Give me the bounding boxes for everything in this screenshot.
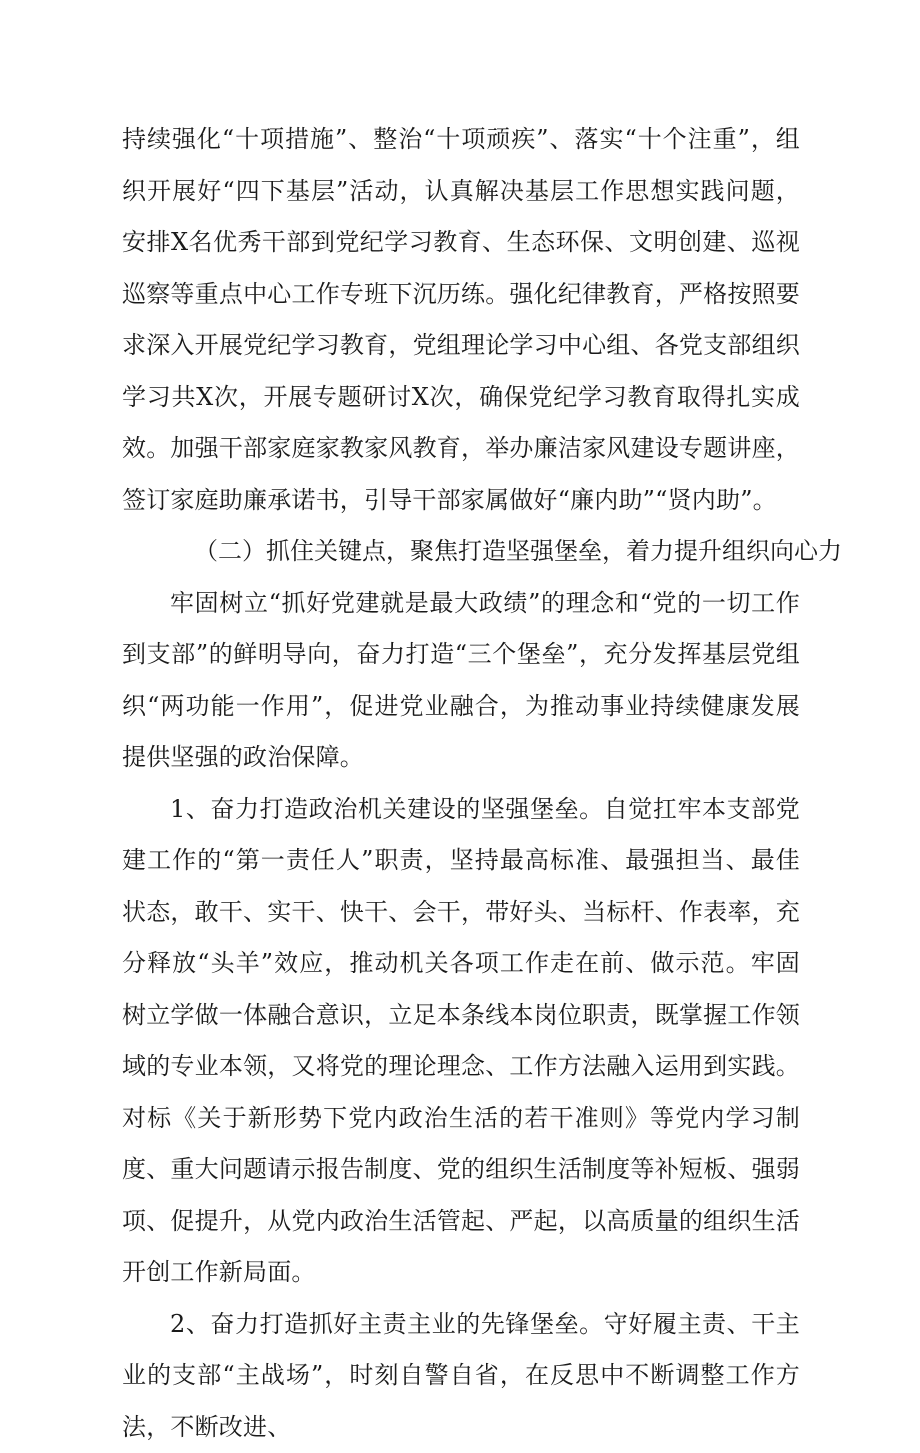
paragraph-item-2: 2、奋力打造抓好主责主业的先锋堡垒。守好履主责、干主业的支部“主战场”，时刻自警自省，在反思中不断调整工作方法，不断改进、 [122, 1299, 800, 1453]
document-body [122, 114, 800, 1453]
paragraph-section-intro: 牢固树立“抓好党建就是最大政绩”的理念和“党的一切工作到支部”的鲜明导向，奋力打造“三个堡垒”，充分发挥基层党组织“两功能一作用”，促进党业融合，为推动事业持续健康发展提供坚强的政治保障。 [122, 578, 800, 784]
section-heading: （二）抓住关键点，聚焦打造坚强堡垒，着力提升组织向心力 [122, 526, 800, 578]
paragraph-item-1: 1、奋力打造政治机关建设的坚强堡垒。自觉扛牢本支部党建工作的“第一责任人”职责，坚持最高标准、最强担当、最佳状态，敢干、实干、快干、会干，带好头、当标杆、作表率，充分释放“头羊”效应，推动机关各项工作走在前、做示范。牢固树立学做一体融合意识，立足本条线本岗位职责，既掌握工作领域的专业本领，又将党的理论理念、工作方法融入运用到实践。对标《关于新形势下党内政治生活的若干准则》等党内学习制度、重大问题请示报告制度、党的组织生活制度等补短板、强弱项、促提升，从党内政治生活管起、严起，以高质量的组织生活开创工作新局面。 [122, 784, 800, 1299]
paragraph-continued: 持续强化“十项措施”、整治“十项顽疾”、落实“十个注重”，组织开展好“四下基层”活动，认真解决基层工作思想实践问题，安排X名优秀干部到党纪学习教育、生态环保、文明创建、巡视巡察等重点中心工作专班下沉历练。强化纪律教育，严格按照要求深入开展党纪学习教育，党组理论学习中心组、各党支部组织学习共X次，开展专题研讨X次，确保党纪学习教育取得扎实成效。加强干部家庭家教家风教育，举办廉洁家风建设专题讲座，签订家庭助廉承诺书，引导干部家属做好“廉内助”“贤内助”。 [122, 114, 800, 526]
